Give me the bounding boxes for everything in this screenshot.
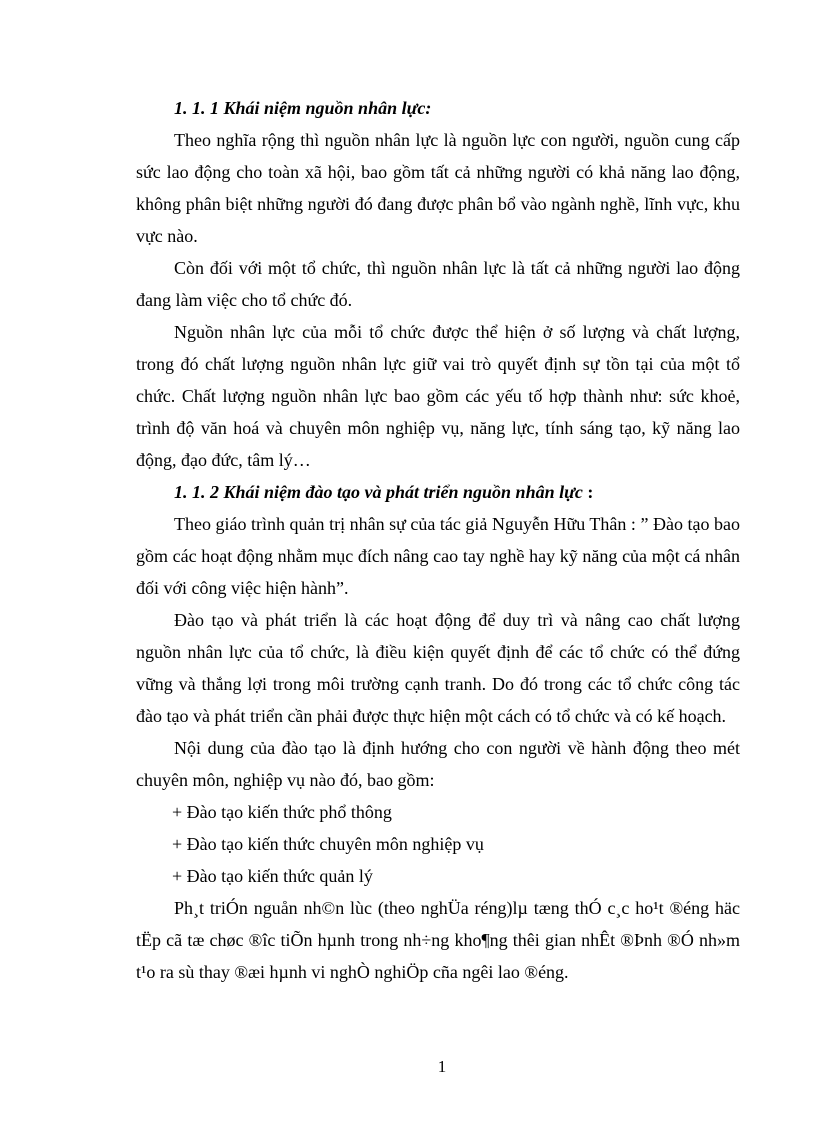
page-number: 1	[437, 1057, 447, 1076]
paragraph-organization-definition: Còn đối với một tổ chức, thì nguồn nhân lực là tất cả những người lao động đang làm việc cho tổ chức đó.	[136, 258, 740, 310]
paragraph-development-definition-legacy-encoding: Ph¸t triÓn nguån nh©n lùc (theo nghÜa réng)lµ tæng thÓ c¸c ho¹t ®éng häc tËp cã tæ chøc ®îc tiÕn hµnh trong nh÷ng kho¶ng thêi gian nhÊt ®Þnh ®Ó nh»m t¹o ra sù thay ®æi hµnh vi nghÒ nghiÖp cña ngêi lao ®éng.	[136, 898, 740, 982]
list-item-general-knowledge: + Đào tạo kiến thức phổ thông	[172, 802, 392, 822]
paragraph-training-importance: Đào tạo và phát triển là các hoạt động để duy trì và nâng cao chất lượng nguồn nhân lực của tổ chức, là điều kiện quyết định để các tổ chức có thể đứng vững và thắng lợi trong môi trường cạnh tranh. Do đó trong các tổ chức công tác đào tạo và phát triển cần phải được thực hiện một cách có tổ chức và có kế hoạch.	[136, 610, 740, 726]
section-heading-1-1-2	[136, 476, 740, 508]
list-item-professional-knowledge: + Đào tạo kiến thức chuyên môn nghiệp vụ	[172, 834, 484, 854]
paragraph-broad-definition: Theo nghĩa rộng thì nguồn nhân lực là nguồn lực con người, nguồn cung cấp sức lao động cho toàn xã hội, bao gồm tất cả những người có khả năng lao động, không phân biệt những người đó đang được phân bổ vào ngành nghề, lĩnh vực, khu vực nào.	[136, 130, 740, 246]
list-item-management-knowledge: + Đào tạo kiến thức quản lý	[172, 866, 373, 886]
section-heading-1-1-1: 1. 1. 1 Khái niệm nguồn nhân lực:	[174, 98, 432, 118]
section-heading-1-1-2-text: 1. 1. 2 Khái niệm đào tạo và phát triển nguồn nhân lực	[174, 482, 583, 502]
page-content	[136, 92, 740, 988]
paragraph-training-content: Nội dung của đào tạo là định hướng cho con người về hành động theo mét chuyên môn, nghiệp vụ nào đó, bao gồm:	[136, 738, 740, 790]
paragraph-textbook-definition: Theo giáo trình quản trị nhân sự của tác giả Nguyễn Hữu Thân : ” Đào tạo bao gồm các hoạt động nhằm mục đích nâng cao tay nghề hay kỹ năng của một cá nhân đối với công việc hiện hành”.	[136, 514, 740, 598]
section-heading-1-1-2-suffix: :	[582, 482, 594, 502]
paragraph-quality-factors: Nguồn nhân lực của mỗi tổ chức được thể hiện ở số lượng và chất lượng, trong đó chất lượng nguồn nhân lực giữ vai trò quyết định sự tồn tại của một tổ chức. Chất lượng nguồn nhân lực bao gồm các yếu tố hợp thành như: sức khoẻ, trình độ văn hoá và chuyên môn nghiệp vụ, năng lực, tính sáng tạo, kỹ năng lao động, đạo đức, tâm lý…	[136, 322, 740, 470]
